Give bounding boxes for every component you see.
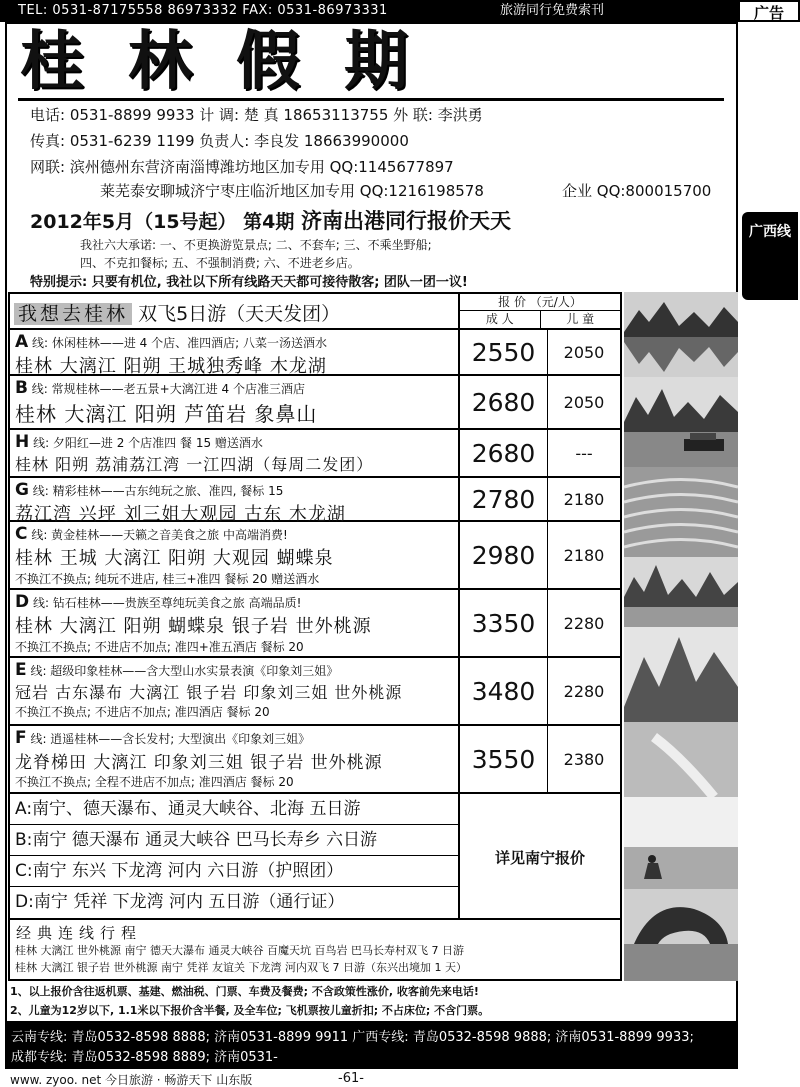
adult-price: 2780 (458, 478, 548, 520)
region-side-tab: 广西线 (742, 212, 798, 300)
route-row (10, 330, 620, 376)
route-note: 不换江不换点; 不进店不加点; 准四+准五酒店 餐标 20 (15, 640, 304, 654)
contact-line-enterprise-qq: 企业 QQ:800015700 (562, 182, 712, 200)
hotline-line-2: 成都专线: 青岛0532-8598 8889; 济南0531- (11, 1050, 278, 1065)
nanning-route: A:南宁、德天瀑布、通灵大峡谷、北海 五日游 (10, 794, 458, 825)
scenery-photo-elephant-trunk-hill (624, 889, 738, 981)
hotline-line-1: 云南专线: 青岛0532-8598 8888; 济南0531-8899 9911 广西专线: 青岛0532-8598 9888; 济南0531-8899 9933; (11, 1030, 694, 1045)
table-title-highlight: 我想去桂林 (14, 303, 132, 325)
route-main: 荔江湾 兴坪 刘三姐大观园 古东 木龙湖 (15, 504, 346, 525)
contact-line-fax: 传真: 0531-6239 1199 负责人: 李良发 18663990000 (30, 132, 409, 150)
child-price: 2180 (563, 545, 605, 565)
classic-line: 桂林 大漓江 世外桃源 南宁 德天大瀑布 通灵大峡谷 百魔天坑 百鸟岩 巴马长寿村双飞 7 日游 (15, 944, 464, 957)
child-price: 2280 (563, 613, 605, 633)
route-row (10, 590, 620, 658)
route-row (10, 430, 620, 478)
top-slogan: 旅游同行免费索刊 (500, 3, 605, 18)
table-header (10, 294, 620, 330)
nanning-group (10, 794, 620, 920)
promise-line-1: 我社六大承诺: 一、不更换游览景点; 二、不套车; 三、不乘坐野船; (80, 238, 432, 252)
adult-price: 2550 (458, 330, 548, 374)
contact-line-qq2: 莱芜泰安聊城济宁枣庄临沂地区加专用 QQ:1216198578 (100, 182, 484, 200)
page-number: -61- (338, 1071, 364, 1086)
classic-line: 桂林 大漓江 银子岩 世外桃源 南宁 凭祥 友谊关 下龙湾 河内双飞 7 日游（东兴出境加 1 天） (15, 961, 467, 974)
child-price: 2050 (563, 342, 605, 362)
brand-title: 桂林假期 (20, 24, 452, 99)
adult-price: 3550 (458, 726, 548, 792)
note-line-1: 1、以上报价含往返机票、基建、燃油税、门票、车费及餐费; 不含政策性涨价, 收客前先来电话! (10, 985, 479, 998)
price-header (458, 294, 620, 330)
route-subtitle: 线: 钻石桂林——贵族至尊纯玩美食之旅 高端品质! (32, 596, 302, 610)
route-main: 桂林 大漓江 阳朔 芦笛岩 象鼻山 (15, 402, 318, 426)
special-tip: 特别提示: 只要有机位, 我社以下所有线路天天都可接待散客; 团队一团一议! (30, 275, 468, 290)
route-letter: G (15, 480, 29, 500)
table-title (14, 299, 340, 326)
route-letter: E (15, 660, 27, 680)
route-letter: H (15, 432, 30, 452)
route-letter: F (15, 728, 27, 748)
top-contact-bar (0, 0, 800, 22)
route-row (10, 522, 620, 590)
contact-line-phone: 电话: 0531-8899 9933 计 调: 楚 真 18653113755 外 联: 李洪勇 (30, 106, 483, 124)
route-row (10, 658, 620, 726)
nanning-reference: 详见南宁报价 (458, 794, 620, 920)
route-main: 龙脊梯田 大漓江 印象刘三姐 银子岩 世外桃源 (15, 753, 383, 773)
child-price: --- (575, 443, 593, 463)
nanning-route: D:南宁 凭祥 下龙湾 河内 五日游（通行证） (15, 892, 345, 912)
adult-price: 3480 (458, 658, 548, 724)
route-letter: B (15, 378, 28, 398)
hotline-bar (5, 1021, 738, 1067)
footer-site: www. zyoo. net 今日旅游 · 畅游天下 山东版 (10, 1073, 253, 1087)
route-row (10, 478, 620, 525)
adult-price: 3350 (458, 590, 548, 656)
route-subtitle: 线: 夕阳红—进 2 个店准四 餐 15 赠送酒水 (33, 436, 263, 450)
child-price: 2280 (563, 681, 605, 701)
promise-line-2: 四、不克扣餐标; 五、不强制消费; 六、不进老乡店。 (80, 256, 360, 270)
route-subtitle: 线: 精彩桂林——古东纯玩之旅、准四, 餐标 15 (32, 484, 284, 498)
top-contact-text: TEL: 0531-87175558 86973332 FAX: 0531-86973331 (18, 3, 388, 18)
price-header-label: 报 价 （元/人） (460, 294, 620, 311)
scenery-photo-river-reflection (624, 292, 738, 377)
route-note: 不换江不换点; 全程不进店不加点; 准四酒店 餐标 20 (15, 775, 294, 789)
route-main: 冠岩 古东瀑布 大漓江 银子岩 印象刘三姐 世外桃源 (15, 683, 403, 702)
scenery-photo-boats (624, 377, 738, 467)
adult-header: 成 人 (460, 311, 541, 328)
table-title-rest: 双飞5日游（天天发团） (138, 303, 341, 325)
child-price: 2380 (563, 749, 605, 769)
adult-price: 2980 (458, 522, 548, 588)
route-letter: C (15, 524, 28, 544)
route-note: 不换江不换点; 纯玩不进店, 桂三+准四 餐标 20 赠送酒水 (15, 572, 320, 586)
child-price: 2180 (563, 489, 605, 509)
route-main: 桂林 大漓江 阳朔 蝴蝶泉 银子岩 世外桃源 (15, 616, 372, 637)
issue-heading (30, 205, 511, 235)
issue-date: 2012年5月（15号起） 第4期 (30, 211, 295, 233)
route-subtitle: 线: 逍遥桂林——含长发村; 大型演出《印象刘三姐》 (30, 732, 311, 746)
nanning-route: C:南宁 东兴 下龙湾 河内 六日游（护照团） (10, 856, 458, 887)
scenery-photo-karst-peaks (624, 557, 738, 627)
route-row (10, 726, 620, 794)
route-note: 不换江不换点; 不进店不加点; 准四酒店 餐标 20 (15, 705, 270, 719)
route-main: 桂林 王城 大漓江 阳朔 大观园 蝴蝶泉 (15, 548, 334, 569)
route-main: 桂林 阳朔 荔浦荔江湾 一江四湖（每周二发团） (15, 455, 374, 474)
child-header: 儿 童 (566, 312, 595, 326)
price-table (8, 292, 622, 981)
route-subtitle: 线: 黄金桂林——天籁之音美食之旅 中高端消费! (31, 528, 288, 542)
adult-price: 2680 (458, 430, 548, 476)
route-main: 桂林 大漓江 阳朔 王城独秀峰 木龙湖 (15, 356, 327, 377)
note-line-2: 2、儿童为12岁以下, 1.1米以下报价含半餐, 及全车位; 飞机票按儿童折扣; 不占床位; 不含门票。 (10, 1004, 490, 1017)
scenery-photo-li-river (624, 627, 738, 797)
route-subtitle: 线: 超级印象桂林——含大型山水实景表演《印象刘三姐》 (30, 664, 339, 678)
scenery-photo-beach (624, 797, 738, 889)
contact-line-qq1: 网联: 滨州德州东营济南淄博潍坊地区加专用 QQ:1145677897 (30, 158, 454, 176)
route-subtitle: 线: 常规桂林——老五景+大漓江进 4 个店准三酒店 (31, 382, 305, 396)
scenery-photo-rice-terraces (624, 467, 738, 557)
route-letter: D (15, 592, 30, 612)
classic-title: 经典连线行程 (16, 924, 143, 942)
route-row (10, 376, 620, 430)
adult-price: 2680 (458, 376, 548, 428)
classic-routes (10, 921, 620, 981)
brand-divider (18, 98, 724, 101)
ad-tag: 广告 (738, 0, 800, 22)
route-subtitle: 线: 休闲桂林——进 4 个店、准四酒店; 八菜一汤送酒水 (32, 336, 327, 350)
issue-city: 济南出港同行报价天天 (301, 209, 512, 233)
route-letter: A (15, 332, 29, 352)
nanning-route: B:南宁 德天瀑布 通灵大峡谷 巴马长寿乡 六日游 (10, 825, 458, 856)
child-price: 2050 (563, 392, 605, 412)
